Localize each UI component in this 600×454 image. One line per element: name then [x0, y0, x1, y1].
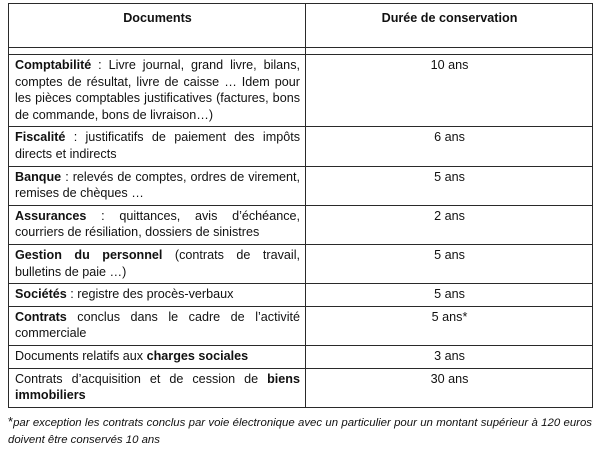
row-documents-cell: [9, 345, 306, 368]
row-category-label: charges sociales: [146, 348, 249, 363]
row-category-label: Fiscalité: [15, 130, 66, 145]
row-category-label: Sociétés: [15, 287, 67, 302]
row-category-label: Gestion du personnel: [15, 247, 163, 262]
table-header-row: [9, 4, 593, 48]
footnote-text: par exception les contrats conclus par voie électronique avec un particulier pour un montant supérieur à 120 euros doivent être conservés 10 ans: [8, 416, 592, 447]
row-duration-cell: 10 ans: [306, 55, 593, 127]
row-duration-cell: 30 ans: [306, 368, 593, 407]
row-duration-cell: 3 ans: [306, 345, 593, 368]
row-documents-cell: [9, 127, 306, 166]
row-description-text: (contrats de travail, bulletins de paie …): [15, 247, 300, 279]
row-description-text: Documents relatifs aux: [15, 348, 147, 363]
row-duration-cell: 2 ans: [306, 205, 593, 244]
row-duration-cell: 6 ans: [306, 127, 593, 166]
row-description-text: : quittances, avis d’échéance, courriers de résiliation, dossiers de sinistres: [15, 208, 300, 240]
row-documents-cell: [9, 55, 306, 127]
footnote: [8, 415, 592, 450]
table-row: [9, 306, 593, 345]
table-row: [9, 284, 593, 307]
table-row: [9, 244, 593, 283]
table-row: [9, 345, 593, 368]
row-category-label: biens immobiliers: [15, 371, 300, 403]
table-body: [9, 48, 593, 408]
row-description-text: : Livre journal, grand livre, bilans, comptes de résultat, livre de caisse … Idem pour les pièces comptables justificatives (factures, bons de commande, bons de livraison…): [15, 58, 300, 122]
row-description-text: conclus dans le cadre de l’activité commerciale: [15, 309, 300, 341]
row-description-text: : relevés de comptes, ordres de virement, remises de chèques …: [15, 169, 300, 201]
retention-table: [8, 3, 593, 408]
row-category-label: Assurances: [15, 208, 87, 223]
table-row: [9, 368, 593, 407]
header-duration: Durée de conservation: [306, 4, 593, 48]
row-duration-cell: 5 ans: [306, 284, 593, 307]
row-description-text: : justificatifs de paiement des impôts directs et indirects: [15, 130, 300, 161]
row-documents-cell: [9, 205, 306, 244]
row-duration-cell: 5 ans*: [306, 306, 593, 345]
row-description-text: : registre des procès-verbaux: [66, 287, 234, 302]
row-duration-cell: 5 ans: [306, 166, 593, 205]
footnote-marker: *: [8, 413, 14, 429]
retention-document: [8, 3, 592, 450]
header-documents: Documents: [9, 4, 306, 48]
row-documents-cell: [9, 166, 306, 205]
row-category-label: Comptabilité: [15, 58, 92, 72]
row-duration-cell: 5 ans: [306, 244, 593, 283]
row-documents-cell: [9, 306, 306, 345]
row-category-label: Contrats: [15, 309, 67, 324]
row-documents-cell: [9, 368, 306, 407]
table-row: [9, 127, 593, 166]
table-row: [9, 205, 593, 244]
row-documents-cell: [9, 244, 306, 283]
row-documents-cell: [9, 284, 306, 307]
row-description-text: Contrats d’acquisition et de cession de: [15, 371, 268, 386]
row-category-label: Banque: [15, 169, 62, 184]
spacer-row: [9, 48, 593, 55]
table-row: [9, 166, 593, 205]
table-row: [9, 55, 593, 127]
